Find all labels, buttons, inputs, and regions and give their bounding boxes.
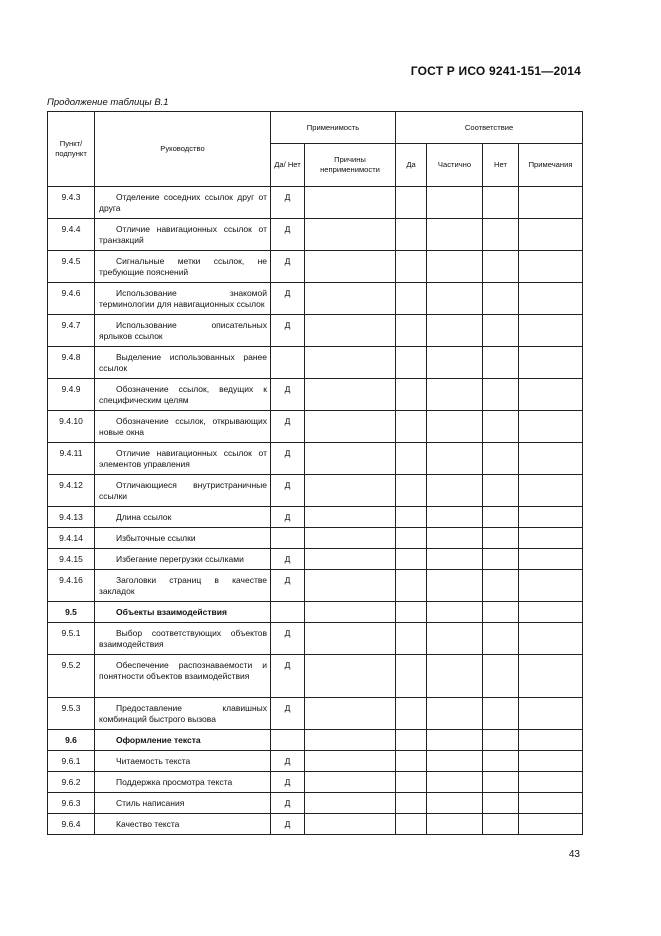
table-row <box>48 347 583 379</box>
conform-partial-cell <box>427 655 483 698</box>
item-number: 9.4.10 <box>48 411 95 443</box>
reasons-cell <box>305 315 396 347</box>
reasons-cell <box>305 730 396 751</box>
notes-cell <box>519 251 583 283</box>
table-row <box>48 379 583 411</box>
table-row <box>48 793 583 814</box>
guideline-text <box>95 443 271 475</box>
guideline-text <box>95 507 271 528</box>
item-number: 9.4.5 <box>48 251 95 283</box>
applicability-mark: Д <box>271 793 305 814</box>
reasons-cell <box>305 549 396 570</box>
conform-no-cell <box>483 347 519 379</box>
applicability-mark: Д <box>271 814 305 835</box>
conform-partial-cell <box>427 411 483 443</box>
header-item: Пункт/ подпункт <box>48 112 95 187</box>
reasons-cell <box>305 187 396 219</box>
guideline-label: Длина ссылок <box>116 512 172 522</box>
reasons-cell <box>305 347 396 379</box>
applicability-mark <box>271 730 305 751</box>
conform-partial-cell <box>427 283 483 315</box>
item-number: 9.4.16 <box>48 570 95 602</box>
applicability-mark: Д <box>271 251 305 283</box>
table-row <box>48 283 583 315</box>
notes-cell <box>519 623 583 655</box>
applicability-mark: Д <box>271 379 305 411</box>
item-number: 9.4.9 <box>48 379 95 411</box>
conform-yes-cell <box>396 528 427 549</box>
conform-yes-cell <box>396 251 427 283</box>
conform-partial-cell <box>427 379 483 411</box>
conform-no-cell <box>483 507 519 528</box>
document-code: ГОСТ Р ИСО 9241-151—2014 <box>410 64 581 78</box>
conform-no-cell <box>483 602 519 623</box>
table-row <box>48 443 583 475</box>
guideline-label: Избыточные ссылки <box>116 533 196 543</box>
table-row <box>48 251 583 283</box>
guideline-text <box>95 528 271 549</box>
conform-yes-cell <box>396 315 427 347</box>
notes-cell <box>519 475 583 507</box>
reasons-cell <box>305 219 396 251</box>
item-number: 9.4.8 <box>48 347 95 379</box>
notes-cell <box>519 379 583 411</box>
conform-partial-cell <box>427 347 483 379</box>
table-body <box>48 187 583 835</box>
guideline-text <box>95 251 271 283</box>
guideline-label: Использование знакомой терминологии для навигационных ссылок <box>99 288 267 309</box>
table-row <box>48 187 583 219</box>
applicability-mark <box>271 528 305 549</box>
guideline-label: Отличающиеся внутристраничные ссылки <box>99 480 267 501</box>
notes-cell <box>519 347 583 379</box>
notes-cell <box>519 793 583 814</box>
table-row <box>48 549 583 570</box>
guideline-text <box>95 602 271 623</box>
table-row <box>48 475 583 507</box>
guideline-label: Обеспечение распознаваемости и понятности объектов взаимодействия <box>99 660 267 681</box>
guideline-text <box>95 751 271 772</box>
table-caption: Продолжение таблицы В.1 <box>47 97 169 108</box>
conform-partial-cell <box>427 475 483 507</box>
section-row <box>48 730 583 751</box>
guideline-text <box>95 655 271 698</box>
conform-partial-cell <box>427 814 483 835</box>
item-number: 9.6.4 <box>48 814 95 835</box>
guideline-label: Поддержка просмотра текста <box>116 777 233 787</box>
applicability-mark: Д <box>271 507 305 528</box>
applicability-mark: Д <box>271 219 305 251</box>
conform-yes-cell <box>396 793 427 814</box>
guideline-label: Обозначение ссылок, открывающих новые окна <box>99 416 267 437</box>
conform-partial-cell <box>427 219 483 251</box>
notes-cell <box>519 772 583 793</box>
conform-yes-cell <box>396 379 427 411</box>
header-reasons: Причины неприменимости <box>305 144 396 187</box>
conform-yes-cell <box>396 507 427 528</box>
conform-yes-cell <box>396 751 427 772</box>
guideline-label: Объекты взаимодействия <box>116 606 227 617</box>
table-row <box>48 411 583 443</box>
applicability-mark <box>271 602 305 623</box>
reasons-cell <box>305 475 396 507</box>
applicability-mark: Д <box>271 315 305 347</box>
conform-partial-cell <box>427 315 483 347</box>
reasons-cell <box>305 507 396 528</box>
conform-yes-cell <box>396 347 427 379</box>
conform-no-cell <box>483 251 519 283</box>
guideline-label: Отличие навигационных ссылок от элементов управления <box>99 448 267 469</box>
conform-no-cell <box>483 528 519 549</box>
header-yes-no: Да/ Нет <box>271 144 305 187</box>
item-number: 9.5 <box>48 602 95 623</box>
guideline-label: Выделение использованных ранее ссылок <box>99 352 267 373</box>
applicability-mark: Д <box>271 187 305 219</box>
applicability-mark: Д <box>271 549 305 570</box>
guideline-text <box>95 187 271 219</box>
item-number: 9.4.12 <box>48 475 95 507</box>
guideline-label: Обозначение ссылок, ведущих к специфическим целям <box>99 384 267 405</box>
table-row <box>48 623 583 655</box>
conform-yes-cell <box>396 602 427 623</box>
header-no: Нет <box>483 144 519 187</box>
guideline-text <box>95 347 271 379</box>
section-row <box>48 602 583 623</box>
header-yes: Да <box>396 144 427 187</box>
conform-partial-cell <box>427 623 483 655</box>
reasons-cell <box>305 793 396 814</box>
reasons-cell <box>305 528 396 549</box>
conform-yes-cell <box>396 814 427 835</box>
conform-no-cell <box>483 283 519 315</box>
applicability-mark: Д <box>271 283 305 315</box>
notes-cell <box>519 602 583 623</box>
table-row <box>48 772 583 793</box>
guideline-label: Избегание перегрузки ссылками <box>116 554 244 564</box>
item-number: 9.4.11 <box>48 443 95 475</box>
conform-partial-cell <box>427 251 483 283</box>
conform-no-cell <box>483 187 519 219</box>
guideline-label: Отличие навигационных ссылок от транзакций <box>99 224 267 245</box>
applicability-mark: Д <box>271 751 305 772</box>
applicability-mark: Д <box>271 443 305 475</box>
guideline-text <box>95 549 271 570</box>
notes-cell <box>519 507 583 528</box>
applicability-mark: Д <box>271 655 305 698</box>
reasons-cell <box>305 655 396 698</box>
conform-yes-cell <box>396 219 427 251</box>
conform-partial-cell <box>427 751 483 772</box>
conform-yes-cell <box>396 443 427 475</box>
table-row <box>48 528 583 549</box>
reasons-cell <box>305 751 396 772</box>
notes-cell <box>519 655 583 698</box>
conform-yes-cell <box>396 549 427 570</box>
guideline-text <box>95 570 271 602</box>
conform-no-cell <box>483 549 519 570</box>
guideline-text <box>95 772 271 793</box>
table-row <box>48 315 583 347</box>
reasons-cell <box>305 623 396 655</box>
conform-yes-cell <box>396 730 427 751</box>
applicability-mark: Д <box>271 475 305 507</box>
conform-no-cell <box>483 443 519 475</box>
notes-cell <box>519 730 583 751</box>
reasons-cell <box>305 602 396 623</box>
conform-no-cell <box>483 698 519 730</box>
reasons-cell <box>305 698 396 730</box>
table-row <box>48 698 583 730</box>
conform-no-cell <box>483 730 519 751</box>
conform-yes-cell <box>396 570 427 602</box>
table-row <box>48 219 583 251</box>
guideline-label: Оформление текста <box>116 734 201 745</box>
conform-partial-cell <box>427 772 483 793</box>
guideline-text <box>95 698 271 730</box>
guideline-label: Заголовки страниц в качестве закладок <box>99 575 267 596</box>
header-conformance: Соответствие <box>396 112 583 144</box>
item-number: 9.5.2 <box>48 655 95 698</box>
conform-no-cell <box>483 570 519 602</box>
conform-partial-cell <box>427 528 483 549</box>
reasons-cell <box>305 411 396 443</box>
notes-cell <box>519 528 583 549</box>
guideline-text <box>95 379 271 411</box>
item-number: 9.4.14 <box>48 528 95 549</box>
notes-cell <box>519 751 583 772</box>
conform-partial-cell <box>427 698 483 730</box>
notes-cell <box>519 698 583 730</box>
reasons-cell <box>305 814 396 835</box>
notes-cell <box>519 187 583 219</box>
reasons-cell <box>305 251 396 283</box>
guideline-text <box>95 814 271 835</box>
checklist-table <box>47 111 583 835</box>
header-applicability: Применимость <box>271 112 396 144</box>
reasons-cell <box>305 570 396 602</box>
applicability-mark <box>271 347 305 379</box>
conform-no-cell <box>483 814 519 835</box>
guideline-label: Использование описательных ярлыков ссылок <box>99 320 267 341</box>
notes-cell <box>519 443 583 475</box>
item-number: 9.4.3 <box>48 187 95 219</box>
reasons-cell <box>305 379 396 411</box>
guideline-text <box>95 475 271 507</box>
guideline-label: Предоставление клавишных комбинаций быстрого вызова <box>99 703 267 724</box>
conform-no-cell <box>483 772 519 793</box>
item-number: 9.6.3 <box>48 793 95 814</box>
conform-partial-cell <box>427 507 483 528</box>
notes-cell <box>519 283 583 315</box>
conform-partial-cell <box>427 730 483 751</box>
applicability-mark: Д <box>271 623 305 655</box>
guideline-label: Выбор соответствующих объектов взаимодействия <box>99 628 267 649</box>
applicability-mark: Д <box>271 411 305 443</box>
item-number: 9.4.6 <box>48 283 95 315</box>
header-guide: Руководство <box>95 112 271 187</box>
conform-partial-cell <box>427 187 483 219</box>
item-number: 9.5.1 <box>48 623 95 655</box>
item-number: 9.4.13 <box>48 507 95 528</box>
item-number: 9.5.3 <box>48 698 95 730</box>
item-number: 9.6.2 <box>48 772 95 793</box>
conform-partial-cell <box>427 443 483 475</box>
guideline-text <box>95 793 271 814</box>
conform-partial-cell <box>427 793 483 814</box>
conform-no-cell <box>483 219 519 251</box>
conform-yes-cell <box>396 187 427 219</box>
item-number: 9.4.7 <box>48 315 95 347</box>
conform-no-cell <box>483 315 519 347</box>
table-header <box>48 112 583 187</box>
conform-yes-cell <box>396 772 427 793</box>
notes-cell <box>519 315 583 347</box>
item-number: 9.4.4 <box>48 219 95 251</box>
notes-cell <box>519 570 583 602</box>
guideline-text <box>95 730 271 751</box>
conform-no-cell <box>483 411 519 443</box>
conform-partial-cell <box>427 602 483 623</box>
applicability-mark: Д <box>271 772 305 793</box>
header-partial: Частично <box>427 144 483 187</box>
guideline-text <box>95 315 271 347</box>
reasons-cell <box>305 443 396 475</box>
conform-yes-cell <box>396 411 427 443</box>
item-number: 9.6.1 <box>48 751 95 772</box>
conform-no-cell <box>483 475 519 507</box>
table-row <box>48 655 583 698</box>
conform-no-cell <box>483 379 519 411</box>
table-row <box>48 507 583 528</box>
conform-no-cell <box>483 623 519 655</box>
conform-no-cell <box>483 655 519 698</box>
applicability-mark: Д <box>271 570 305 602</box>
reasons-cell <box>305 772 396 793</box>
page-number: 43 <box>568 849 580 860</box>
conform-no-cell <box>483 793 519 814</box>
conform-no-cell <box>483 751 519 772</box>
reasons-cell <box>305 283 396 315</box>
guideline-label: Сигнальные метки ссылок, не требующие пояснений <box>99 256 267 277</box>
guideline-label: Качество текста <box>116 819 180 829</box>
conform-partial-cell <box>427 570 483 602</box>
notes-cell <box>519 549 583 570</box>
notes-cell <box>519 219 583 251</box>
guideline-text <box>95 219 271 251</box>
item-number: 9.4.15 <box>48 549 95 570</box>
conform-yes-cell <box>396 475 427 507</box>
conform-yes-cell <box>396 623 427 655</box>
guideline-text <box>95 411 271 443</box>
guideline-text <box>95 623 271 655</box>
notes-cell <box>519 814 583 835</box>
item-number: 9.6 <box>48 730 95 751</box>
guideline-label: Отделение соседних ссылок друг от друга <box>99 192 267 213</box>
conform-yes-cell <box>396 655 427 698</box>
notes-cell <box>519 411 583 443</box>
guideline-label: Стиль написания <box>116 798 185 808</box>
conform-yes-cell <box>396 283 427 315</box>
table-row <box>48 814 583 835</box>
table-row <box>48 751 583 772</box>
guideline-label: Читаемость текста <box>116 756 191 766</box>
guideline-text <box>95 283 271 315</box>
header-notes: Примечания <box>519 144 583 187</box>
conform-yes-cell <box>396 698 427 730</box>
table-row <box>48 570 583 602</box>
applicability-mark: Д <box>271 698 305 730</box>
conform-partial-cell <box>427 549 483 570</box>
